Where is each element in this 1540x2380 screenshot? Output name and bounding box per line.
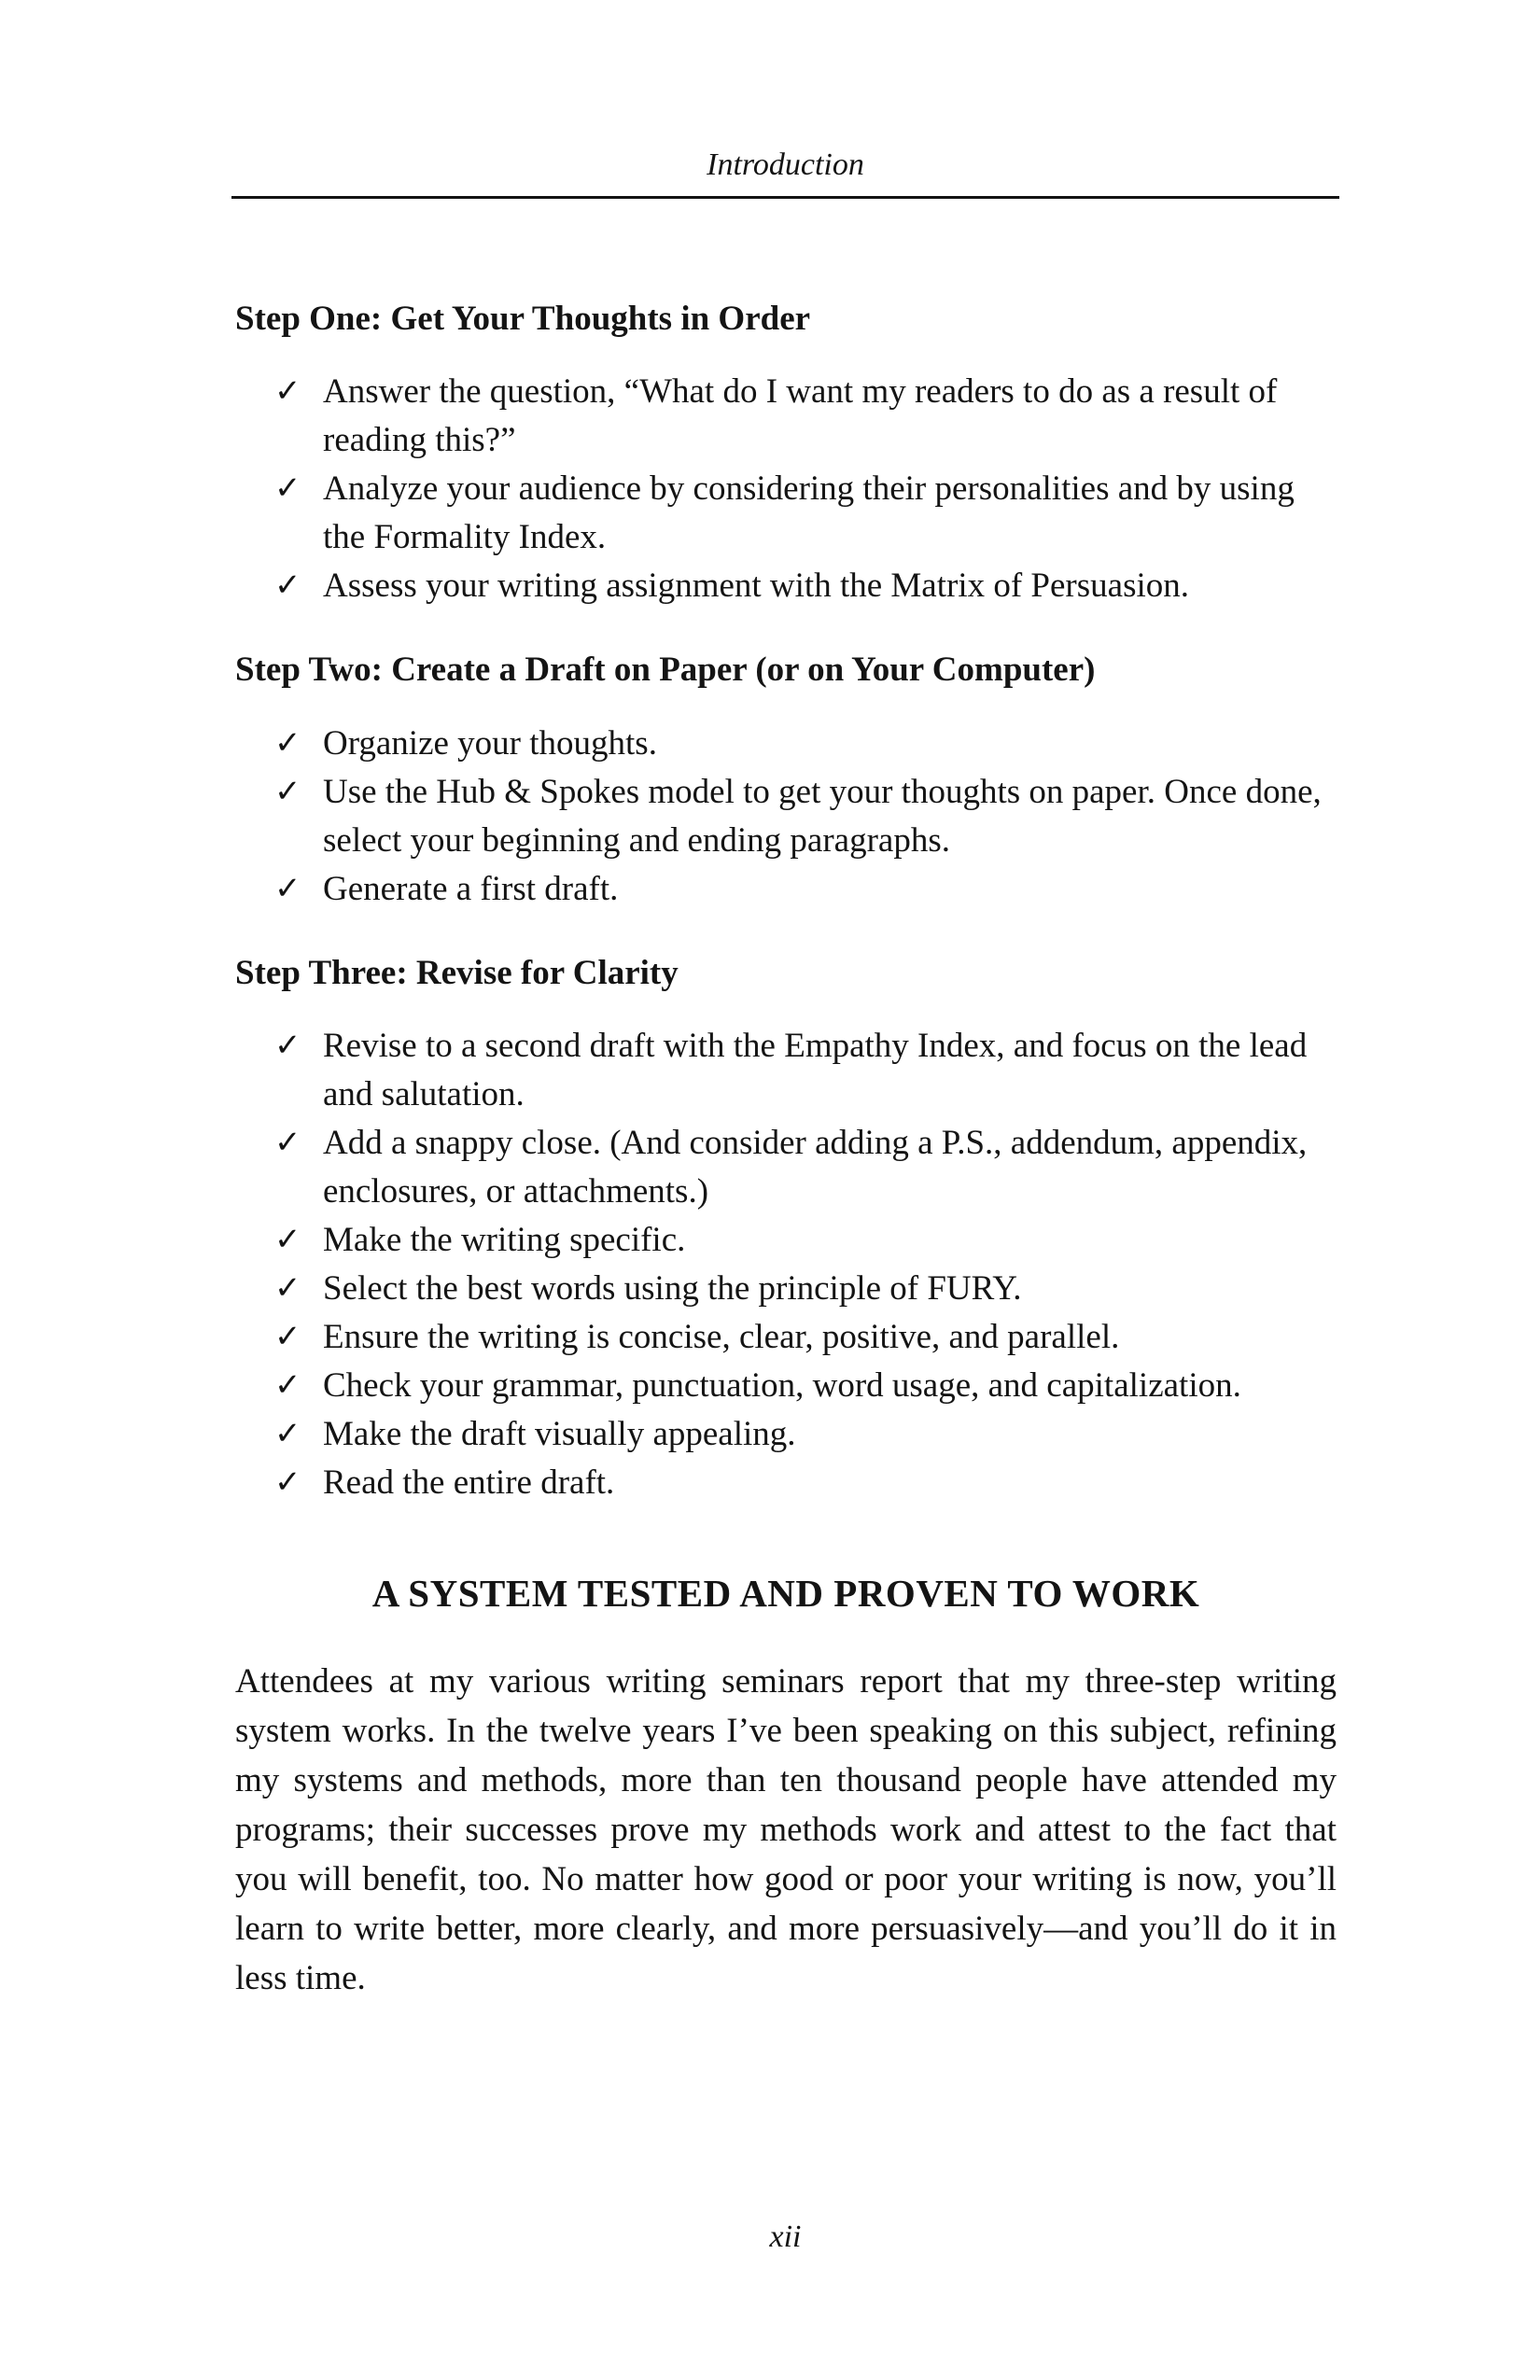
list-item [274, 1022, 1337, 1119]
list-item-text: Revise to a second draft with the Empathy Index, and focus on the lead and salutation. [323, 1027, 1308, 1114]
list-item [274, 465, 1337, 562]
list-item-text: Use the Hub & Spokes model to get your thoughts on paper. Once done, select your beginning and ending paragraphs. [323, 772, 1322, 860]
check-mark-icon: ✓ [274, 1029, 301, 1064]
step-three-heading: Step Three: Revise for Clarity [235, 953, 679, 992]
list-item-text: Analyze your audience by considering their personalities and by using the Formality Index. [323, 469, 1295, 557]
check-mark-icon: ✓ [274, 871, 301, 906]
list-item-text: Select the best words using the principle of FURY. [323, 1269, 1022, 1309]
list-item [274, 865, 1337, 914]
check-mark-icon: ✓ [274, 471, 301, 507]
list-item-text: Make the draft visually appealing. [323, 1415, 796, 1454]
list-item [274, 1362, 1337, 1410]
list-item-text: Organize your thoughts. [323, 723, 657, 763]
list-item [274, 562, 1337, 610]
list-item-text: Read the entire draft. [323, 1463, 615, 1503]
list-item [274, 768, 1337, 865]
list-item-text: Ensure the writing is concise, clear, positive, and parallel. [323, 1318, 1120, 1357]
check-mark-icon: ✓ [274, 1417, 301, 1452]
running-head: Introduction [707, 147, 864, 182]
list-item-text: Answer the question, “What do I want my readers to do as a result of reading this?” [323, 372, 1278, 460]
list-item [274, 1265, 1337, 1313]
list-item-text: Generate a first draft. [323, 869, 619, 908]
check-mark-icon: ✓ [274, 1465, 301, 1501]
page-content [235, 299, 1337, 2003]
check-mark-icon: ✓ [274, 725, 301, 761]
list-item [274, 1410, 1337, 1459]
list-item-text: Check your grammar, punctuation, word usage, and capitalization. [323, 1366, 1241, 1406]
check-mark-icon: ✓ [274, 1126, 301, 1161]
check-mark-icon: ✓ [274, 774, 301, 809]
body-paragraph: Attendees at my various writing seminars report that my three-step writing system works. In the twelve years I’ve been speaking on this subject, refining my systems and methods, more than ten thousand people have attended my programs; their successes prove my methods work and attest to the fact that you will benefit, too. No matter how good or poor your writing is now, you’ll learn to write better, more clearly, and more persuasively—and you’ll do it in less time. [235, 1662, 1337, 1998]
check-mark-icon: ✓ [274, 1368, 301, 1404]
check-mark-icon: ✓ [274, 1271, 301, 1307]
step-three-checklist [235, 1022, 1337, 1507]
step-one-heading: Step One: Get Your Thoughts in Order [235, 300, 811, 338]
list-item-text: Make the writing specific. [323, 1221, 686, 1260]
list-item [274, 1313, 1337, 1362]
section-title: A SYSTEM TESTED AND PROVEN TO WORK [371, 1572, 1200, 1616]
step-two-checklist [235, 720, 1337, 914]
list-item [274, 368, 1337, 465]
list-item [274, 1216, 1337, 1265]
list-item-text: Assess your writing assignment with the Matrix of Persuasion. [323, 567, 1189, 606]
step-one-checklist [235, 368, 1337, 610]
list-item-text: Add a snappy close. (And consider adding a P.S., addendum, appendix, enclosures, or attachments.) [323, 1124, 1308, 1211]
page-number: xii [769, 2219, 802, 2254]
check-mark-icon: ✓ [274, 1223, 301, 1258]
step-two-heading: Step Two: Create a Draft on Paper (or on Your Computer) [235, 651, 1096, 690]
check-mark-icon: ✓ [274, 1320, 301, 1355]
list-item [274, 720, 1337, 768]
header-rule [231, 196, 1339, 199]
list-item [274, 1119, 1337, 1216]
check-mark-icon: ✓ [274, 568, 301, 604]
check-mark-icon: ✓ [274, 374, 301, 410]
list-item [274, 1459, 1337, 1507]
